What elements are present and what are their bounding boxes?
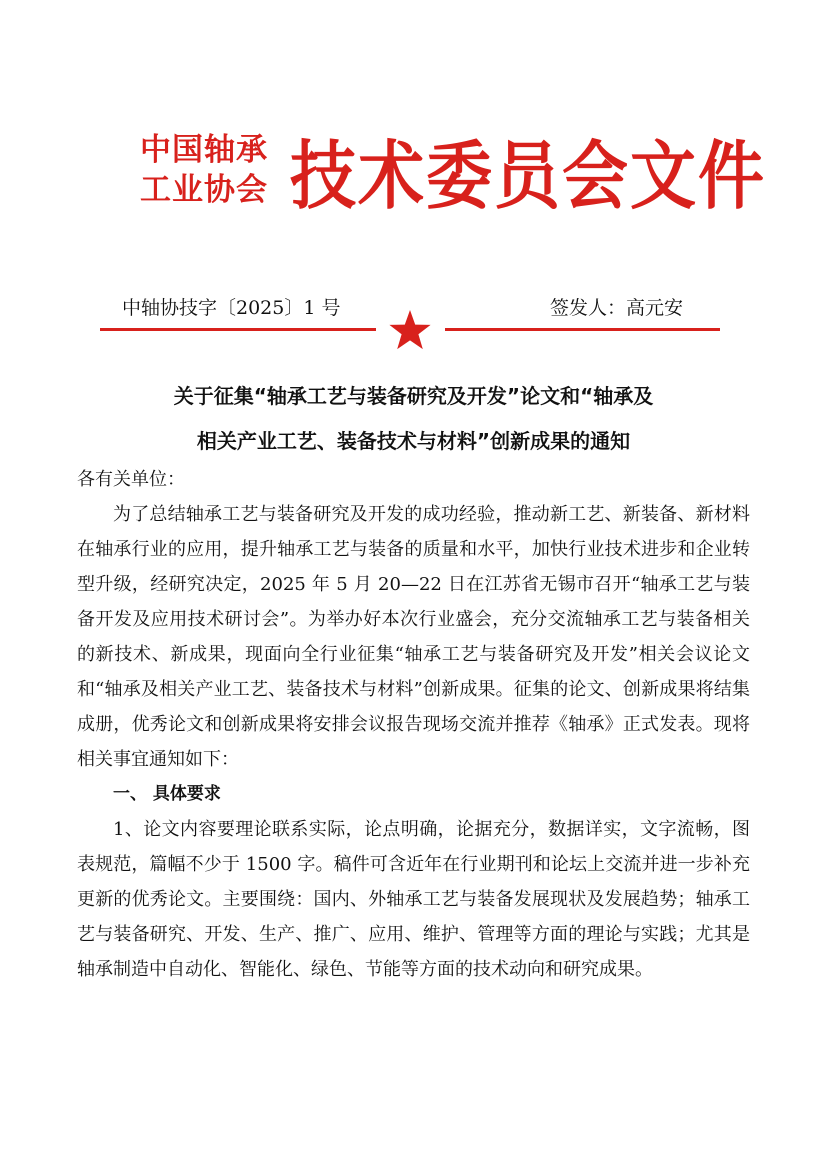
red-rule-left bbox=[100, 328, 376, 331]
organization-name bbox=[140, 130, 290, 210]
intro-paragraph: 为了总结轴承工艺与装备研究及开发的成功经验，推动新工艺、新装备、新材料在轴承行业的应用，提升轴承工艺与装备的质量和水平，加快行业技术进步和企业转型升级，经研究决定，2025 年 5 月 20—22 日在江苏省无锡市召开“轴承工艺与装备开发及应用技术研讨会”。为举办好本次行业盛会，充分交流轴承工艺与装备相关的新技术、新成果，现面向全行业征集“轴承工艺与装备研究及开发”相关会议论文和“轴承及相关产业工艺、装备技术与材料”创新成果。征集的论文、创新成果将结集成册，优秀论文和创新成果将安排会议报告现场交流并推荐《轴承》正式发表。现将相关事宜通知如下： bbox=[77, 504, 750, 770]
organization-name-line1: 中国轴承 bbox=[140, 132, 268, 168]
notice-body bbox=[77, 462, 750, 987]
notice-title-line1: 关于征集“轴承工艺与装备研究及开发”论文和“轴承及 bbox=[173, 384, 654, 408]
notice-title-line2: 相关产业工艺、装备技术与材料”创新成果的通知 bbox=[196, 429, 631, 453]
salutation: 各有关单位： bbox=[77, 469, 185, 490]
organization-name-line2: 工业协会 bbox=[140, 172, 268, 208]
section-heading-requirements: 一、 具体要求 bbox=[113, 784, 221, 804]
red-rule-right bbox=[445, 328, 720, 331]
committee-document-heading: 技术委员会文件 bbox=[290, 132, 766, 220]
signer: 签发人：高元安 bbox=[550, 297, 684, 319]
masthead bbox=[140, 118, 766, 228]
document-number: 中轴协技字〔2025〕1 号 bbox=[122, 297, 341, 319]
requirement-item-1: 1、论文内容要理论联系实际，论点明确，论据充分，数据详实，文字流畅，图表规范，篇幅不少于 1500 字。稿件可含近年在行业期刊和论坛上交流并进一步补充更新的优秀论文。主要围绕：国内、外轴承工艺与装备发展现状及发展趋势；轴承工艺与装备研究、开发、生产、推广、应用、维护、管理等方面的理论与实践；尤其是轴承制造中自动化、智能化、绿色、节能等方面的技术动向和研究成果。 bbox=[77, 819, 750, 980]
red-star-icon bbox=[388, 308, 432, 352]
